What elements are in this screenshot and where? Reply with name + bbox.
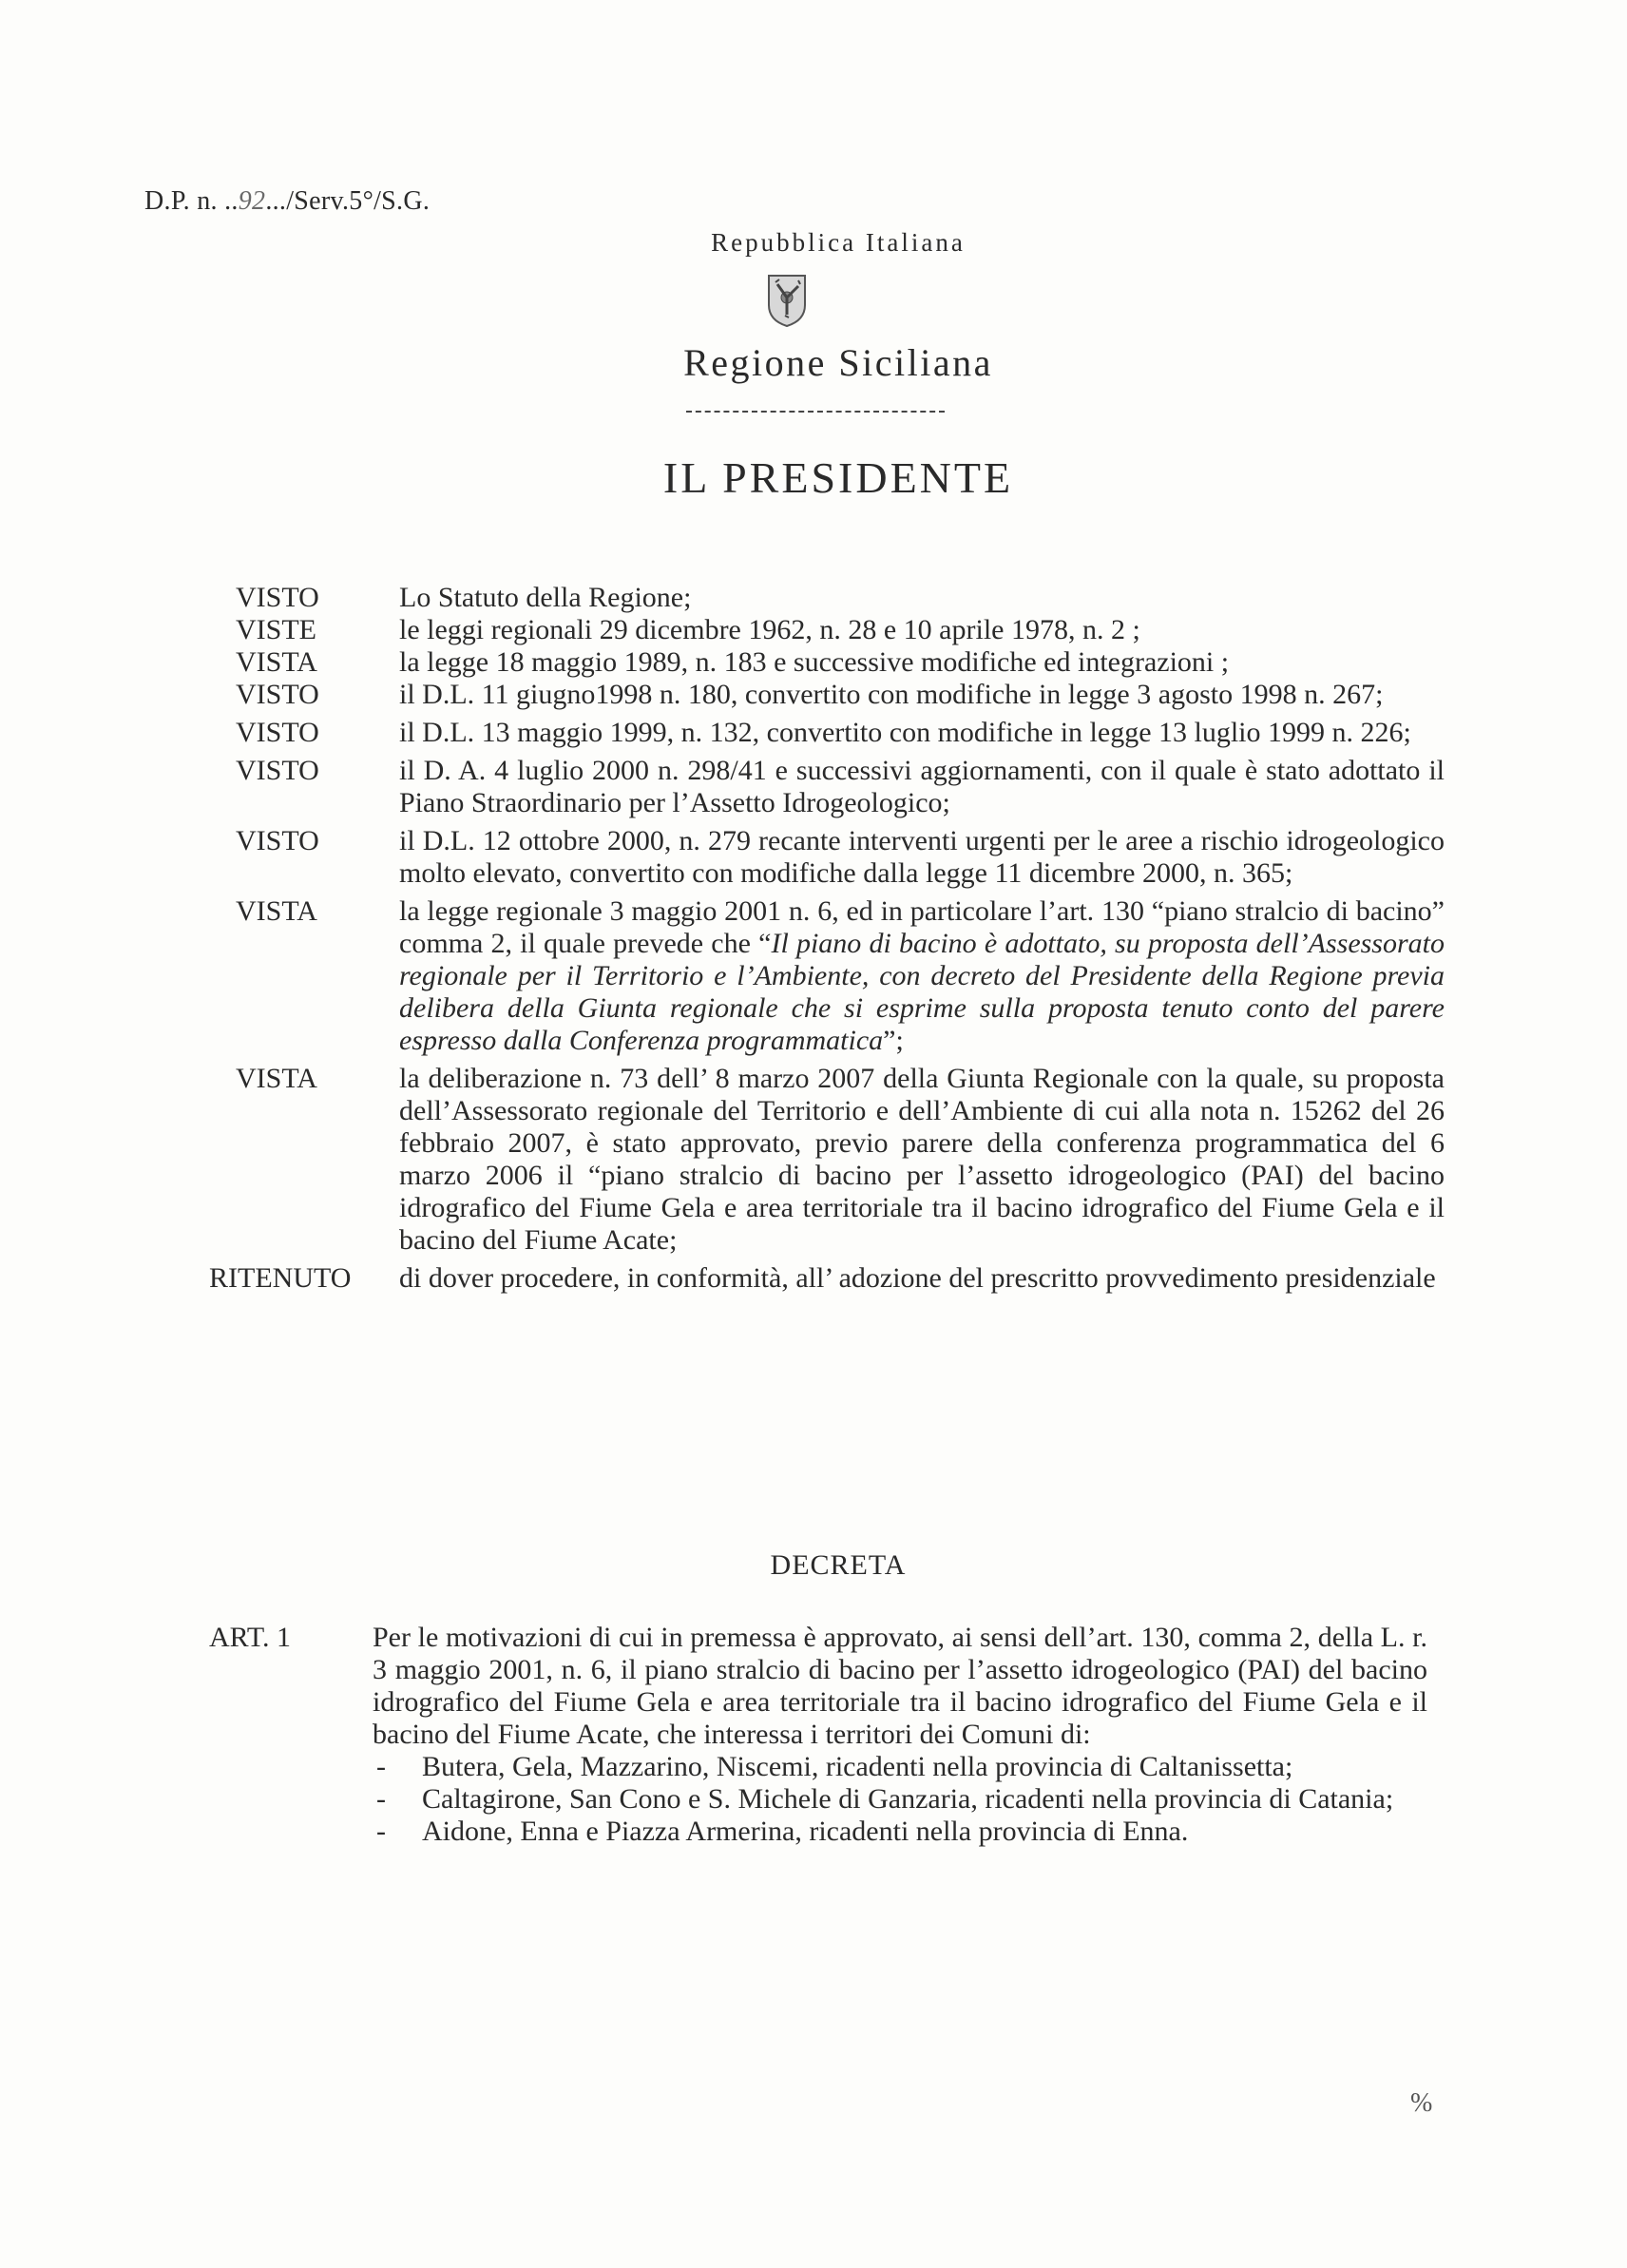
consideration-keyword: VISTO [236,717,319,748]
consideration-text-lead: la legge regionale 3 maggio 2001 n. 6, ed in particolare l’art. 130 “piano stralcio di bacino” comma 2, il quale prevede che “ [399,895,1445,959]
consideration-row [0,679,1627,711]
quoted-law-text: Il piano di bacino è adottato, su proposta dell’Assessorato regionale per il Territorio e l’Ambiente, con decreto del Presidente della Regione previa delibera della Giunta regionale che si esprime sulla proposta tenuto conto del parere espresso dalla Conferenza programmatica [399,928,1445,1056]
consideration-text: la deliberazione n. 73 dell’ 8 marzo 2007 della Giunta Regionale con la quale, su proposta dell’Assessorato regionale del Territorio e dell’Ambiente di cui alla nota n. 15262 del 26 febbraio 2007, è stato approvato, previo parere della conferenza programmatica del 6 marzo 2006 il “piano stralcio di bacino per l’assetto idrogeologico (PAI) del bacino idrografico del Fiume Gela e area territoriale tra il bacino idrografico del Fiume Gela e il bacino del Fiume Acate; [399,1063,1445,1256]
list-item [373,1816,1427,1848]
article-1 [0,1622,1627,1848]
consideration-text: di dover procedere, in conformità, all’ adozione del prescritto provvedimento presidenziale [399,1262,1436,1294]
page-continuation-mark: % [1410,2088,1433,2118]
consideration-text: la legge 18 maggio 1989, n. 183 e successive modifiche ed integrazioni ; [399,646,1230,678]
page-title: IL PRESIDENTE [662,453,1014,502]
list-item [373,1783,1427,1816]
consideration-row [0,582,1627,614]
consideration-row [0,614,1627,646]
consideration-keyword: VISTO [236,582,319,613]
decree-reference [144,185,430,218]
list-item-text: Butera, Gela, Mazzarino, Niscemi, ricadenti nella provincia di Caltanissetta; [422,1751,1293,1782]
consideration-keyword: VISTE [236,614,316,645]
consideration-row [0,717,1627,749]
consideration-row [0,1063,1627,1257]
consideration-keyword: VISTA [236,1063,317,1094]
consideration-keyword: VISTA [236,646,317,678]
header-divider [686,411,945,413]
consideration-text: il D.L. 13 maggio 1999, n. 132, convertito con modifiche in legge 13 luglio 1999 n. 226; [399,717,1411,748]
consideration-row [0,895,1627,1057]
consideration-keyword: VISTO [236,755,319,786]
consideration-text: il D.L. 12 ottobre 2000, n. 279 recante interventi urgenti per le aree a rischio idrogeologico molto elevato, convertito con modifiche dalla legge 11 dicembre 2000, n. 365; [399,825,1445,889]
ref-prefix: D.P. n. .. [144,186,239,216]
consideration-text-tail: ”; [883,1025,904,1056]
consideration-text: Lo Statuto della Regione; [399,582,692,613]
article-label: ART. 1 [209,1622,291,1653]
consideration-keyword: VISTA [236,895,317,927]
consideration-row [0,646,1627,679]
consideration-row [0,1262,1627,1295]
consideration-row [0,755,1627,819]
list-item-text: Caltagirone, San Cono e S. Michele di Ganzaria, ricadenti nella provincia di Catania; [422,1783,1394,1815]
list-item-text: Aidone, Enna e Piazza Armerina, ricadenti nella provincia di Enna. [422,1816,1189,1847]
list-dash: - [376,1751,386,1782]
decreta-heading: DECRETA [770,1549,907,1581]
considerations-list [0,582,1627,1295]
consideration-text [399,895,1445,1057]
list-item [373,1751,1427,1783]
municipality-list [373,1751,1427,1848]
article-text: Per le motivazioni di cui in premessa è approvato, ai sensi dell’art. 130, comma 2, della L. r. 3 maggio 2001, n. 6, il piano stralcio di bacino per l’assetto idrogeologico (PAI) del bacino idrografico del Fiume Gela e area territoriale tra il bacino idrografico del Fiume Gela e il bacino del Fiume Acate, che interessa i territori dei Comuni di: [373,1622,1427,1750]
consideration-row [0,825,1627,890]
consideration-text: le leggi regionali 29 dicembre 1962, n. 28 e 10 aprile 1978, n. 2 ; [399,614,1140,645]
list-dash: - [376,1783,386,1815]
list-dash: - [376,1816,386,1847]
consideration-keyword: RITENUTO [209,1262,352,1294]
consideration-keyword: VISTO [236,825,319,856]
trinacria-emblem-icon [766,273,808,328]
consideration-keyword: VISTO [236,679,319,710]
consideration-text: il D. A. 4 luglio 2000 n. 298/41 e successivi aggiornamenti, con il quale è stato adottato il Piano Straordinario per l’Assetto Idrogeologico; [399,755,1445,818]
consideration-text: il D.L. 11 giugno1998 n. 180, convertito con modifiche in legge 3 agosto 1998 n. 267; [399,679,1384,710]
ref-suffix: .../Serv.5°/S.G. [265,186,431,216]
region-heading: Regione Siciliana [683,341,993,384]
republic-heading: Repubblica Italiana [711,228,966,257]
ref-handwritten-number: 92 [238,186,266,216]
